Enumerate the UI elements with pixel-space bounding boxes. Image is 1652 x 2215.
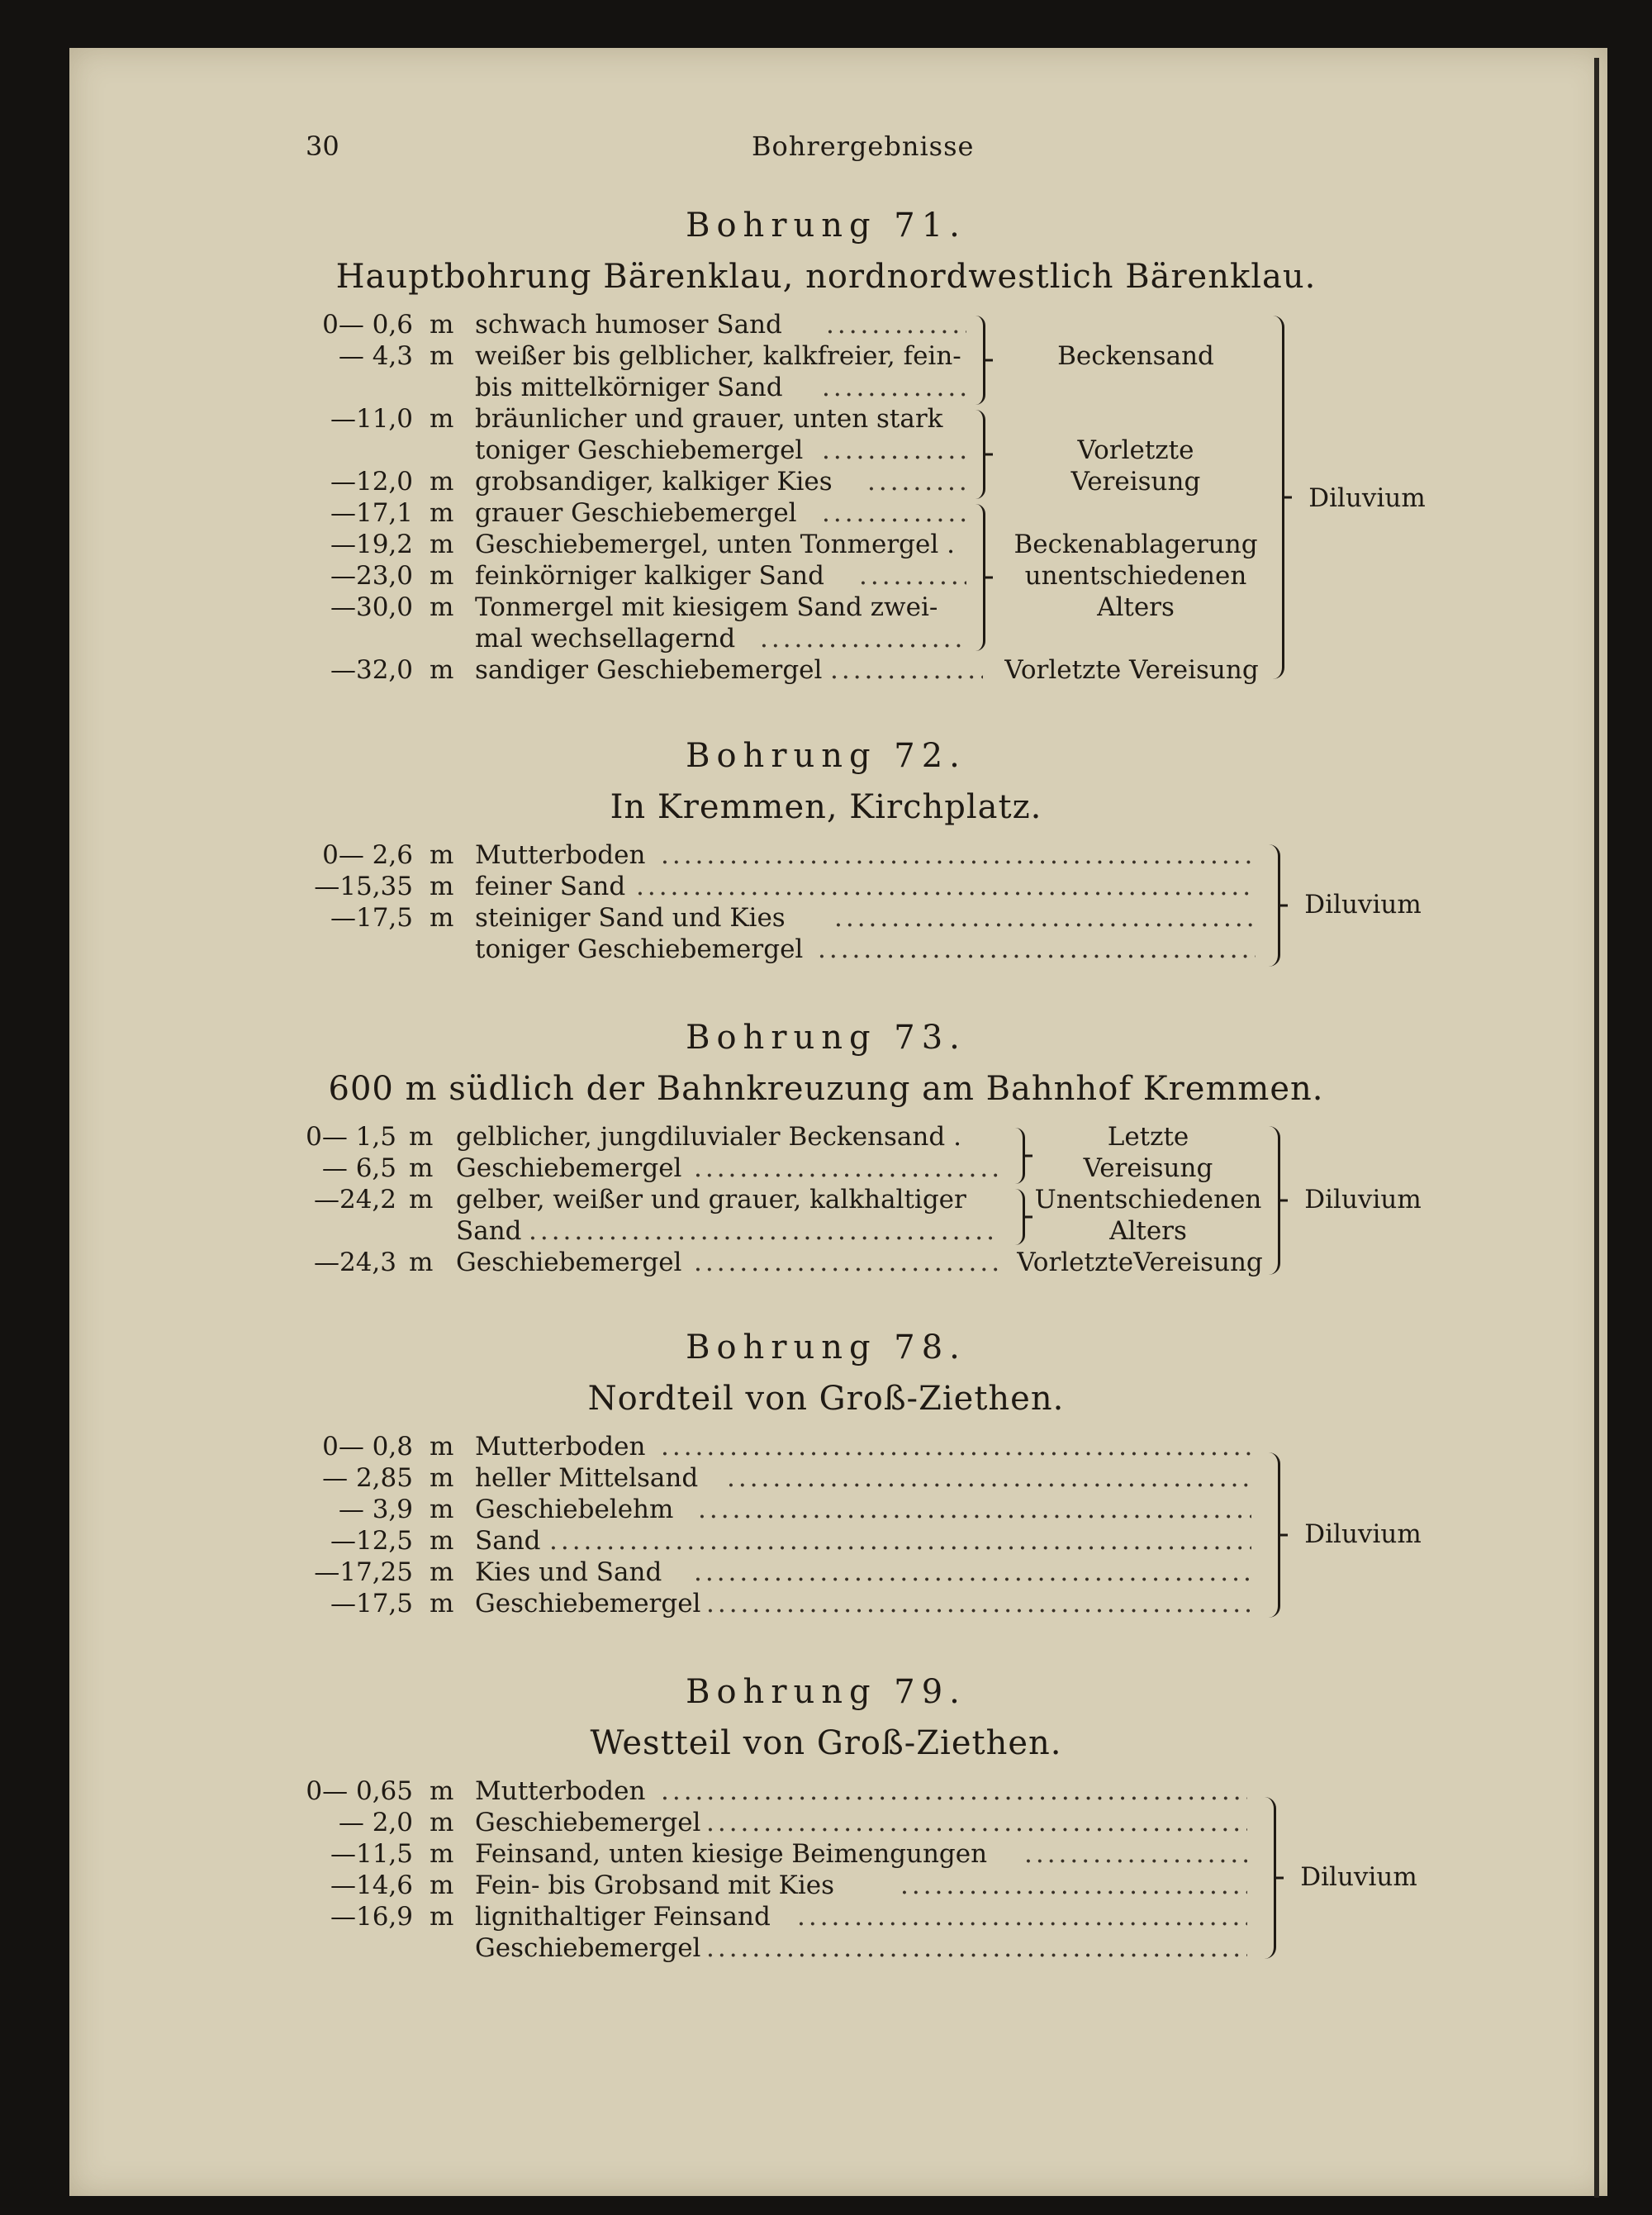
depth-value: — 6,5 — [321, 1153, 396, 1183]
layer-description: weißer bis gelblicher, kalkfreier, fein- — [475, 341, 961, 371]
layer-description: Sand — [456, 1216, 522, 1246]
section-subtitle: Hauptbohrung Bärenklau, nordnordwestlich Bärenklau. — [335, 258, 1317, 296]
depth-unit: m — [430, 1432, 454, 1462]
leader-dots — [694, 1153, 999, 1184]
group-label: Alters — [1097, 592, 1175, 622]
layer-description: steiniger Sand und Kies — [475, 903, 786, 933]
layer-row — [0, 372, 1652, 403]
depth-value: —17,1 — [330, 498, 413, 528]
layer-row — [0, 1775, 1652, 1807]
depth-value: —23,0 — [330, 561, 413, 591]
section-subtitle: In Kremmen, Kirchplatz. — [610, 788, 1042, 826]
group-label: Unentschiedenen — [1034, 1185, 1262, 1214]
leader-dots — [797, 1901, 1247, 1932]
layer-row — [0, 403, 1652, 435]
depth-value: —30,0 — [330, 592, 413, 622]
depth-unit: m — [430, 530, 454, 559]
leader-dots — [859, 560, 966, 592]
layer-description: Tonmergel mit kiesigem Sand zwei- — [475, 592, 938, 622]
depth-unit: m — [430, 903, 454, 933]
depth-unit: m — [430, 1870, 454, 1900]
depth-value: —17,25 — [314, 1557, 413, 1587]
layer-description: toniger Geschiebemergel — [475, 934, 804, 964]
page-number: 30 — [306, 131, 339, 162]
brace-diluvium — [1268, 1126, 1280, 1275]
depth-unit: m — [430, 498, 454, 528]
depth-value: —17,5 — [330, 1589, 413, 1618]
page-header — [0, 131, 1652, 164]
layer-description: Sand — [475, 1526, 541, 1556]
layer-row — [0, 1215, 1652, 1247]
depth-unit: m — [430, 1557, 454, 1587]
leader-dots — [822, 435, 966, 466]
depth-unit: m — [430, 1526, 454, 1556]
depth-value: —12,0 — [330, 467, 413, 497]
layer-row — [0, 934, 1652, 965]
leader-dots — [661, 839, 1256, 871]
depth-unit: m — [430, 1839, 454, 1869]
layer-description: Geschiebemergel — [475, 1808, 701, 1837]
leader-dots — [706, 1588, 1251, 1619]
depth-value: —32,0 — [330, 655, 413, 685]
layer-row — [0, 623, 1652, 654]
period-label: Diluvium — [1300, 1862, 1417, 1892]
leader-dots — [694, 1247, 999, 1278]
brace-diluvium — [1272, 316, 1284, 679]
period-label: Diluvium — [1304, 1185, 1422, 1214]
depth-value: —11,5 — [330, 1839, 413, 1869]
brace-tip — [1279, 1534, 1288, 1537]
layer-row — [0, 1462, 1652, 1494]
layer-row — [0, 1557, 1652, 1588]
depth-unit: m — [409, 1122, 434, 1152]
layer-row — [0, 1247, 1652, 1278]
depth-value: —11,0 — [330, 404, 413, 434]
group-label: Vorletzte — [1077, 435, 1194, 465]
layer-description: Fein- bis Grobsand mit Kies — [475, 1870, 834, 1900]
section-subtitle: Nordteil von Groß-Ziethen. — [587, 1380, 1065, 1418]
leader-dots — [867, 466, 966, 497]
leader-dots — [529, 1215, 999, 1247]
depth-value: 0— 0,65 — [306, 1776, 413, 1806]
depth-unit: m — [430, 840, 454, 870]
layer-description: Geschiebemergel — [475, 1933, 701, 1963]
depth-unit: m — [430, 592, 454, 622]
brace-tip — [1279, 905, 1288, 907]
group-label: Beckenablagerung — [1014, 530, 1258, 559]
brace-tip — [985, 577, 993, 579]
depth-value: — 2,0 — [338, 1808, 413, 1837]
layer-description: sandiger Geschiebemergel — [475, 655, 823, 685]
depth-unit: m — [430, 1902, 454, 1932]
group-label: Beckensand — [1057, 341, 1214, 371]
brace-diluvium — [1268, 844, 1280, 967]
brace-tip — [985, 454, 993, 456]
layer-row — [0, 1588, 1652, 1619]
layer-description: gelber, weißer und grauer, kalkhaltiger — [456, 1185, 966, 1214]
layer-row — [0, 435, 1652, 466]
depth-unit: m — [430, 467, 454, 497]
layer-row — [0, 1431, 1652, 1462]
leader-dots — [661, 1775, 1247, 1807]
layer-row — [0, 560, 1652, 592]
layer-row — [0, 1932, 1652, 1964]
period-label: Diluvium — [1304, 1519, 1422, 1549]
depth-value: —14,6 — [330, 1870, 413, 1900]
layer-row — [0, 839, 1652, 871]
brace-tip — [1284, 497, 1292, 499]
layer-description: Mutterboden — [475, 1432, 646, 1462]
layer-description: Geschiebemergel — [456, 1248, 682, 1277]
layer-description: bräunlicher und grauer, unten stark — [475, 404, 943, 434]
leader-dots — [900, 1870, 1247, 1901]
depth-value: — 4,3 — [338, 341, 413, 371]
layer-description: Feinsand, unten kiesige Beimengungen — [475, 1839, 988, 1869]
group-label: Vereisung — [1083, 1153, 1213, 1183]
depth-unit: m — [430, 655, 454, 685]
period-label: Diluvium — [1304, 890, 1422, 920]
section-title: Bohrung 72. — [686, 737, 966, 775]
layer-description: heller Mittelsand — [475, 1463, 699, 1493]
leader-dots — [694, 1557, 1251, 1588]
running-title: Bohrergebnisse — [752, 131, 975, 162]
brace-vorletzte-vereisung — [975, 410, 985, 499]
group-label: unentschiedenen — [1024, 561, 1247, 591]
brace-tip — [985, 359, 993, 362]
leader-dots — [727, 1462, 1251, 1494]
brace-beckenablagerung — [975, 504, 985, 651]
leader-dots — [830, 654, 983, 686]
brace-tip — [1279, 1200, 1288, 1202]
depth-unit: m — [430, 1776, 454, 1806]
section-subtitle: 600 m südlich der Bahnkreuzung am Bahnhof Kremmen. — [328, 1070, 1324, 1108]
depth-value: —12,5 — [330, 1526, 413, 1556]
depth-unit: m — [430, 872, 454, 901]
leader-dots — [636, 871, 1256, 902]
depth-value: — 2,85 — [322, 1463, 413, 1493]
layer-row — [0, 309, 1652, 340]
depth-value: —15,35 — [314, 872, 413, 901]
depth-value: —17,5 — [330, 903, 413, 933]
leader-dots — [549, 1525, 1251, 1557]
depth-unit: m — [430, 404, 454, 434]
depth-value: 0— 2,6 — [322, 840, 413, 870]
depth-value: —24,2 — [313, 1185, 396, 1214]
section-title: Bohrung 71. — [686, 207, 966, 245]
layer-row — [0, 1121, 1652, 1153]
section-title: Bohrung 78. — [686, 1329, 966, 1367]
depth-unit: m — [430, 341, 454, 371]
leader-dots — [706, 1807, 1247, 1838]
layer-description: Geschiebemergel — [475, 1589, 701, 1618]
layer-row — [0, 529, 1652, 560]
leader-dots — [822, 372, 966, 403]
leader-dots — [698, 1494, 1251, 1525]
leader-dots — [834, 902, 1256, 934]
brace-diluvium — [1268, 1452, 1280, 1618]
layer-description: grauer Geschiebemergel — [475, 498, 797, 528]
layer-description: lignithaltiger Feinsand — [475, 1902, 771, 1932]
brace-unentschiedenen — [1014, 1189, 1025, 1245]
layer-description: Mutterboden — [475, 1776, 646, 1806]
depth-unit: m — [430, 310, 454, 340]
depth-unit: m — [430, 561, 454, 591]
depth-unit: m — [430, 1463, 454, 1493]
layer-description: Geschiebelehm — [475, 1495, 674, 1524]
brace-tip — [1275, 1877, 1284, 1880]
leader-dots — [826, 309, 966, 340]
depth-unit: m — [430, 1495, 454, 1524]
group-label: Alters — [1109, 1216, 1187, 1246]
layer-row — [0, 340, 1652, 372]
layer-description: feiner Sand — [475, 872, 626, 901]
layer-description: gelblicher, jungdiluvialer Beckensand . — [456, 1122, 961, 1152]
depth-value: —16,9 — [330, 1902, 413, 1932]
section-title: Bohrung 73. — [686, 1019, 966, 1057]
depth-unit: m — [430, 1589, 454, 1618]
layer-description: toniger Geschiebemergel — [475, 435, 804, 465]
leader-dots — [818, 934, 1256, 965]
leader-dots — [1024, 1838, 1247, 1870]
depth-value: — 3,9 — [338, 1495, 413, 1524]
leader-dots — [661, 1431, 1251, 1462]
leader-dots — [706, 1932, 1247, 1964]
layer-description: grobsandiger, kalkiger Kies — [475, 467, 833, 497]
group-label: Vorletzte Vereisung — [1004, 655, 1259, 685]
group-label: Letzte — [1107, 1122, 1189, 1152]
layer-description: Mutterboden — [475, 840, 646, 870]
depth-unit: m — [409, 1153, 434, 1183]
period-label: Diluvium — [1308, 483, 1426, 513]
layer-description: feinkörniger kalkiger Sand — [475, 561, 824, 591]
depth-unit: m — [409, 1185, 434, 1214]
brace-beckensand — [975, 316, 985, 405]
layer-row — [0, 592, 1652, 623]
group-label: VorletzteVereisung — [1017, 1248, 1263, 1277]
brace-diluvium — [1264, 1797, 1276, 1959]
depth-value: 0— 0,6 — [322, 310, 413, 340]
group-label: Vereisung — [1070, 467, 1201, 497]
section-title: Bohrung 79. — [686, 1673, 966, 1711]
depth-value: 0— 1,5 — [306, 1122, 396, 1152]
depth-unit: m — [430, 1808, 454, 1837]
leader-dots — [822, 497, 966, 529]
depth-value: —24,3 — [313, 1248, 396, 1277]
section-subtitle: Westteil von Groß-Ziethen. — [590, 1724, 1062, 1762]
depth-unit: m — [409, 1248, 434, 1277]
brace-letzte-vereisung — [1014, 1128, 1025, 1184]
layer-description: Geschiebemergel, unten Tonmergel . — [475, 530, 955, 559]
layer-row — [0, 1901, 1652, 1932]
leader-dots — [760, 623, 966, 654]
layer-description: Geschiebemergel — [456, 1153, 682, 1183]
depth-value: 0— 0,8 — [322, 1432, 413, 1462]
layer-description: Kies und Sand — [475, 1557, 662, 1587]
layer-description: schwach humoser Sand — [475, 310, 782, 340]
layer-row — [0, 1153, 1652, 1184]
layer-description: bis mittelkörniger Sand — [475, 373, 783, 402]
layer-description: mal wechsellagernd — [475, 624, 736, 654]
layer-row — [0, 1807, 1652, 1838]
depth-value: —19,2 — [330, 530, 413, 559]
layer-row — [0, 654, 1652, 686]
